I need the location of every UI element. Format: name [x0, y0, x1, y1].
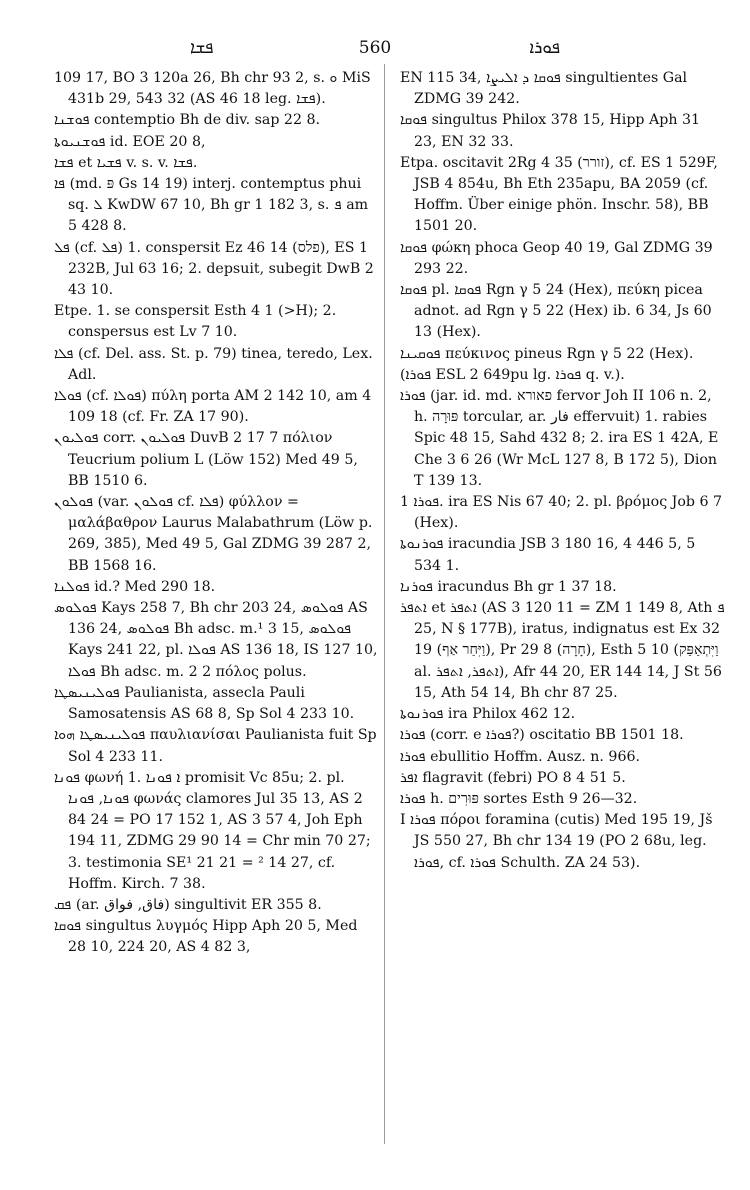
dictionary-entry: ܦܘܫܢܝܘܬܐ id. EOE 20 8, — [54, 133, 206, 150]
dictionary-entry: I ܦܘܪܐ πόροι foramina (cutis) Med 195 19, Jš JS 550 27, Bh chr 134 19 (PO 2 68u, leg. ܦܘܪܐ, cf. ܦܘܪܐ Schulth. ZA 24 53). — [400, 812, 713, 871]
dictionary-entry: ܦܘܪܐ 1. ira ES Nis 67 40; 2. pl. βρόμος Job 6 7 (Hex). — [400, 494, 723, 532]
dictionary-entry: ܦܘܪܢܘܬܐ iracundia JSB 3 180 16, 4 446 5, 5 534 1. — [400, 536, 696, 574]
dictionary-entry: ܦܘܠܝܢܝܣܛܐ Paulianista, assecla Pauli Samosatensis AS 68 8, Sp Sol 4 233 10. — [54, 684, 355, 723]
dictionary-entry: ܦܘܠܝܢܝܣܛܐ ܗܘܐ παυλιανίσαι Paulianista fuit Sp Sol 4 233 11. — [54, 727, 377, 765]
dictionary-entry: (ܦܘܪܐ ESL 2 649pu lg. ܦܘܪܐ q. v.). — [400, 366, 625, 383]
column-divider — [384, 64, 385, 1144]
dictionary-entry: ܦܘܠܘܢ (var. ܦܘܠܘܢ cf. ܦܠܐ) φύλλον = μαλάβαθρον Laurus Malabathrum (Löw p. 269, 385), Med 49 5, Gal ZDMG 39 287 2, BB 1568 16. — [54, 494, 373, 574]
dictionary-entry: Etpa. oscitavit 2Rg 4 35 (זורר), cf. ES 1 529F, JSB 4 854u, Bh Eth 235apu, BA 2059 (cf. Hoffm. Über einige phön. Inschr. 58), BB 1501 20. — [400, 154, 718, 235]
dictionary-entry: ܦܘܪܐ (jar. id. md. פאורא fervor Joh II 106 n. 2, h. פּוּרָה torcular, ar. فار effervuit) 1. rabies Spic 48 15, Sahd 432 8; 2. ira ES 1 42A, E Che 3 6 26 (Wr McL 127 8, B 172 5), Dion T 139 13. — [400, 388, 719, 489]
dictionary-entry: ܦܘܩܐ pl. ܦܘܩܐ Rgn γ 5 24 (Hex), πεύκη picea adnot. ad Rgn γ 5 22 (Hex) ib. 6 34, Js 60 13 (Hex). — [400, 282, 712, 341]
dictionary-entry: ܦܠܐ (cf. Del. ass. St. p. 79) tinea, teredo, Lex. Adl. — [54, 345, 373, 383]
dictionary-entry: ܦܘܪܐ (corr. e ܦܘܪܐ?) oscitatio BB 1501 18. — [400, 727, 684, 744]
dictionary-entry: ܦܘܪܐ h. פּוּרִים sortes Esth 9 26—32. — [400, 790, 638, 807]
dictionary-entry: ܦܘܪܐ ebullitio Hoffm. Ausz. n. 966. — [400, 748, 641, 765]
dictionary-entry: ܦܘܩܐ singultus λυγμός Hipp Aph 20 5, Med 28 10, 224 20, AS 4 82 3, — [54, 918, 358, 956]
dictionary-entry: ܦܘܫܢܐ contemptio Bh de div. sap 22 8. — [54, 112, 321, 129]
header-left-catchword: ܦܫܐ — [190, 38, 214, 58]
dictionary-entry: ܦܘܢܐ φωνή 1. ܐ ܦܘܢܐ promisit Vc 85u; 2. pl. ܦܘܢܐ, ܦܘܢܐ φωνάς clamores Jul 35 13, AS 2 84 24 = PO 17 152 1, AS 3 57 4, Joh Eph 194 11, ZDMG 29 90 14 = Chr min 70 27; 3. testimonia SE¹ 21 21 = ² 14 27, cf. Hoffm. Kirch. 7 38. — [54, 769, 371, 892]
header-right-catchword: ܦܘܪܐ — [529, 38, 560, 58]
dictionary-entry: ܦܠ (cf. ܦܠ) 1. conspersit Ez 46 14 (פלס), ES 1 232B, Jul 63 16; 2. depsuit, subegit DwB 2 43 10. — [54, 239, 374, 299]
dictionary-entry: ܦܐ (md. פּ Gs 14 19) interj. contemptus phui sq. ܠ KwDW 67 10, Bh gr 1 182 3, s. ܦ am 5 428 8. — [54, 176, 369, 235]
page-number: 560 — [358, 38, 392, 58]
dictionary-entry: ܦܘܠܢܐ id.? Med 290 18. — [54, 578, 216, 595]
dictionary-entry: ܦܩ (ar. فاق, فواق) singultivit ER 355 8. — [54, 896, 322, 913]
dictionary-entry: ܦܘܪܢܘܬܐ ira Philox 462 12. — [400, 706, 576, 723]
dictionary-entry: ܦܘܠܝܘܢ corr. ܦܘܠܝܘܢ DuvB 2 17 7 πόλιον Teucrium polium L (Löw 152) Med 49 5, BB 1510 6. — [54, 430, 358, 489]
dictionary-entry: EN 115 34, ܦܘܩܐ ܕ ܐܠܝܨܐ singultientes Gal ZDMG 39 242. — [400, 70, 688, 108]
right-column — [400, 68, 725, 874]
dictionary-entry: ܦܘܪܢܐ iracundus Bh gr 1 37 18. — [400, 578, 617, 595]
dictionary-entry: ܦܘܠܐ (cf. ܦܘܠܐ) πύλη porta AM 2 142 10, am 4 109 18 (cf. Fr. ZA 17 90). — [54, 388, 372, 426]
left-column — [54, 68, 379, 959]
dictionary-entry: ܦܘܩܐ φώκη phoca Geop 40 19, Gal ZDMG 39 293 22. — [400, 239, 713, 277]
dictionary-entry: Etpe. 1. se conspersit Esth 4 1 (>H); 2. conspersus est Lv 7 10. — [54, 303, 337, 341]
dictionary-entry: ܐܦܪ flagravit (febri) PO 8 4 51 5. — [400, 769, 626, 786]
dictionary-entry: ܦܘܠܘܣ Kays 258 7, Bh chr 203 24, ܦܘܠܘܣ AS 136 24, ܦܘܠܘܣ Bh adsc. m.¹ 3 15, ܦܘܠܘܣ Kays 241 22, pl. ܦܘܠܐ AS 136 18, IS 127 10, ܦܘܠܐ Bh adsc. m. 2 2 πόλος polus. — [54, 600, 378, 680]
dictionary-entry: ܦܘܩܐ singultus Philox 378 15, Hipp Aph 31 23, EN 32 33. — [400, 112, 701, 150]
dictionary-entry: ܐܬܦܪ et ܐܬܦܪ (AS 3 120 11 = ZM 1 149 8, Ath ܦ 25, N § 177B), iratus, indignatus est Ex 32 19 (וַיִּחַר אַף), Pr 29 8 (חָרָה), Esth 5 10 (וַיִּתְאַפַּק al. ܐܬܦܪ, ܐܬܦܪ), Afr 44 20, ER 144 14, J St 56 15, Ath 54 14, Bh chr 87 25. — [400, 600, 725, 701]
dictionary-entry: ܦܘܩܝܢܐ πεύκινος pineus Rgn γ 5 22 (Hex). — [400, 345, 694, 362]
dictionary-entry: ܦܫܐ et ܦܫܝܐ v. s. v. ܦܫܐ. — [54, 154, 198, 171]
dictionary-entry: 109 17, BO 3 120a 26, Bh chr 93 2, s. ܘ MiS 431b 29, 543 32 (AS 46 18 leg. ܦܫܐ). — [54, 70, 371, 108]
page-header — [40, 36, 710, 60]
